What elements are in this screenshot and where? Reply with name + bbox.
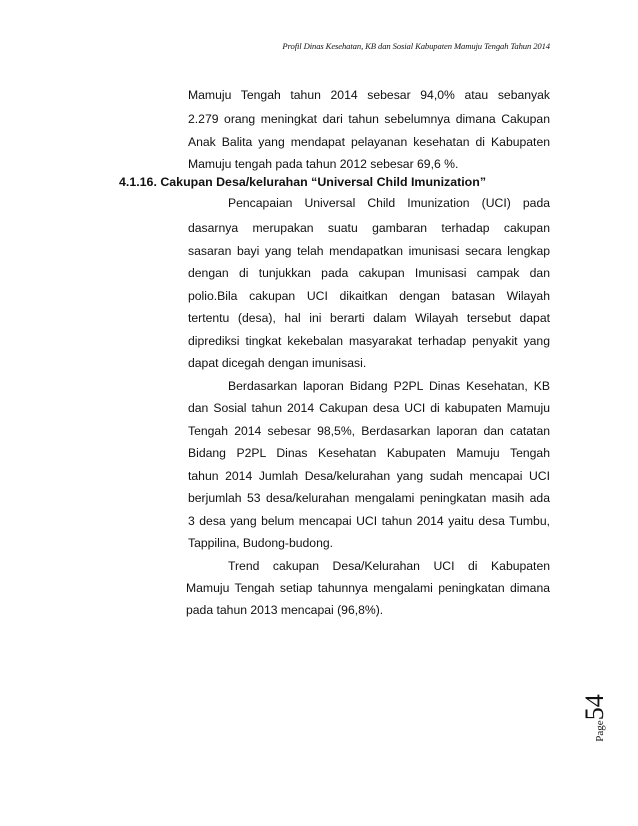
text-line: 2.279 orang meningkat dari tahun sebelumnya dimana Cakupan xyxy=(188,112,550,126)
text-line: berjumlah 53 desa/kelurahan mengalami peningkatan masih ada xyxy=(188,491,550,505)
text-line: dengan di tunjukkan pada cakupan Imunisasi campak dan xyxy=(188,266,550,280)
section-heading: 4.1.16. Cakupan Desa/kelurahan “Universal Child Imunization” xyxy=(119,175,487,189)
text-line: dasarnya merupakan suatu gambaran terhadap cakupan xyxy=(188,221,550,235)
text-line: diprediksi tingkat kekebalan masyarakat terhadap penyakit yang xyxy=(188,334,550,348)
text-line: pada tahun 2013 mencapai (96,8%). xyxy=(186,603,384,617)
text-line: Mamuju Tengah setiap tahunnya mengalami peningkatan dimana xyxy=(186,581,550,595)
text-line: Trend cakupan Desa/Kelurahan UCI di Kabupaten xyxy=(228,559,550,573)
text-line: dan Sosial tahun 2014 Cakupan desa UCI di kabupaten Mamuju xyxy=(188,401,550,415)
page-number-value: 54 xyxy=(580,694,609,721)
text-line: Mamuju Tengah tahun 2014 sebesar 94,0% atau sebanyak xyxy=(188,88,550,102)
text-line: tahun 2014 Jumlah Desa/kelurahan yang sudah mencapai UCI xyxy=(188,469,550,483)
text-line: Mamuju tengah pada tahun 2012 sebesar 69,6 %. xyxy=(188,157,459,171)
running-header: Profil Dinas Kesehatan, KB dan Sosial Kabupaten Mamuju Tengah Tahun 2014 xyxy=(282,41,550,51)
text-line: Anak Balita yang mendapat pelayanan kesehatan di Kabupaten xyxy=(188,135,550,149)
text-line: polio.Bila cakupan UCI dikaitkan dengan batasan Wilayah xyxy=(188,289,550,303)
text-line: 3 desa yang belum mencapai UCI tahun 2014 yaitu desa Tumbu, xyxy=(188,514,550,528)
text-line: dapat dicegah dengan imunisasi. xyxy=(188,356,367,370)
text-line: Berdasarkan laporan Bidang P2PL Dinas Kesehatan, KB xyxy=(228,379,550,393)
page-number xyxy=(580,678,609,758)
text-line: Pencapaian Universal Child Imunization (UCI) pada xyxy=(228,196,550,210)
text-line: sasaran bayi yang telah mendapatkan imunisasi secara lengkap xyxy=(188,244,550,258)
text-line: Tengah 2014 sebesar 98,5%, Berdasarkan laporan dan catatan xyxy=(188,424,550,438)
text-line: Bidang P2PL Dinas Kesehatan Kabupaten Mamuju Tengah xyxy=(188,446,550,460)
text-line: Tappilina, Budong-budong. xyxy=(188,536,334,550)
text-line: tertentu (desa), hal ini berarti dalam Wilayah tersebut dapat xyxy=(188,311,550,325)
page-label: Page xyxy=(594,720,606,742)
